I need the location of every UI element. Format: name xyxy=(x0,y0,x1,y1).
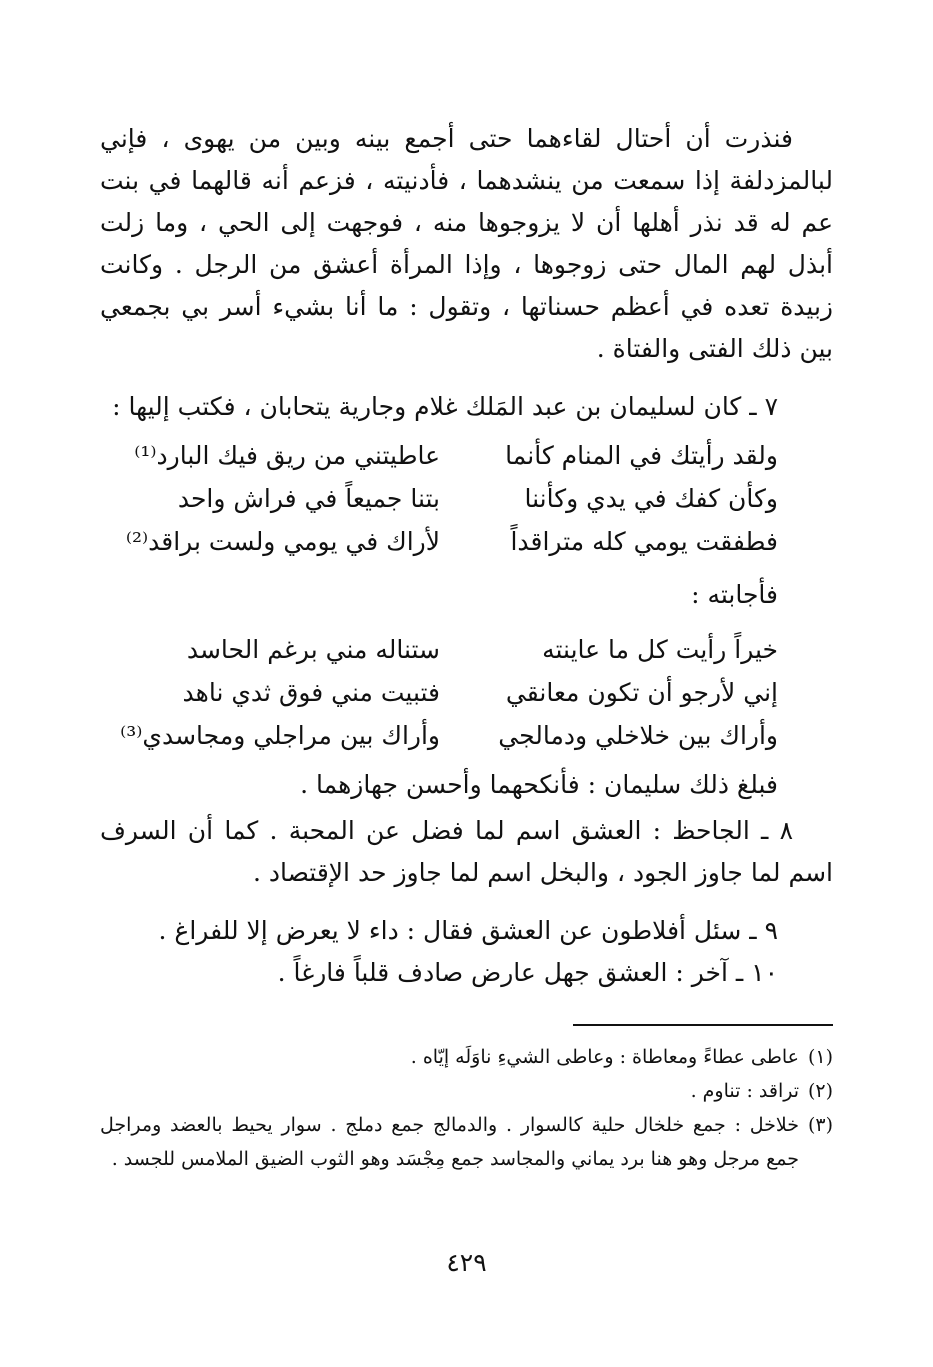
paragraph-intro: فنذرت أن أحتال لقاءهما حتى أجمع بينه وبين من يهوى ، فإني لبالمزدلفة إذا سمعت من ينشدهما ، فأدنيته ، فزعم أنه قالهما في بنت عم له قد نذر أهلها أن لا يزوجوها منه ، فوجهت إلى الحي ، وما زلت أبذل لهم المال حتى زوجوها ، وإذا المرأة أعشق من الرجل . وكانت زبيدة تعده في أعظم حسناتها ، وتقول : ما أنا بشيء أسر بي بجمعي بين ذلك الفتى والفتاة . xyxy=(100,124,833,363)
footnote xyxy=(100,1074,833,1108)
poem-letter xyxy=(125,434,778,563)
verse-first-hemistich: وكأن كفك في يدي وكأننا xyxy=(524,484,778,513)
footnote xyxy=(100,1040,833,1074)
footnote-text: خلاخل : جمع خلخال حلية كالسوار . والدمالج جمع دملج . سوار يحيط بالعضد ومراجل جمع مرجل وهو هنا برد يماني والمجاسد جمع مِجْسَد وهو الثوب الضيق الملامس للجسد . xyxy=(100,1114,799,1170)
verse-line xyxy=(125,520,778,563)
item-9-line: ٩ ـ سئل أفلاطون عن العشق فقال : داء لا يعرض إلا للفراغ . xyxy=(158,916,778,945)
verse-second-hemistich: بتنا جميعاً في فراش واحد xyxy=(177,484,440,513)
verse-first-hemistich: ولقد رأيتك في المنام كأنما xyxy=(505,441,778,470)
reply-heading: فأجابته : xyxy=(691,580,778,609)
footnote-text: عاطى عطاءً ومعاطاة : وعاطى الشيءِ ناوَلَه إيّاه . xyxy=(410,1046,799,1068)
verse-second-hemistich: عاطيتني من ريق فيك البارد⁽¹⁾ xyxy=(134,441,440,470)
verse-line xyxy=(120,714,778,757)
verse-line xyxy=(140,628,778,671)
footnote-number: (٣) xyxy=(807,1114,833,1136)
outcome-line: فبلغ ذلك سليمان : فأنكحهما وأحسن جهازهما . xyxy=(300,770,778,799)
footnote-separator xyxy=(573,1024,833,1026)
item-8-paragraph: ٨ ـ الجاحظ : العشق اسم لما فضل عن المحبة . كما أن السرف اسم لما جاوز الجود ، والبخل اسم لما جاوز حد الإقتصاد . xyxy=(100,816,833,887)
footnote xyxy=(100,1108,833,1176)
verse-line xyxy=(134,434,778,477)
verse-second-hemistich: وأراك بين مراجلي ومجاسدي⁽³⁾ xyxy=(120,721,440,750)
verse-first-hemistich: خيراً رأيت كل ما عاينته xyxy=(542,635,778,664)
verse-line xyxy=(140,671,778,714)
footnote-text: تراقد : تناوم . xyxy=(690,1080,799,1102)
verse-second-hemistich: فتبيت مني فوق ثدي ناهد xyxy=(182,678,440,707)
verse-line xyxy=(140,477,778,520)
footnote-number: (١) xyxy=(807,1046,833,1068)
footnote-number: (٢) xyxy=(807,1080,833,1102)
verse-second-hemistich: ستناله مني برغم الحاسد xyxy=(186,635,440,664)
item-7-heading: ٧ ـ كان لسليمان بن عبد المَلك غلام وجارية يتحابان ، فكتب إليها : xyxy=(112,392,778,421)
footnotes xyxy=(100,1040,833,1176)
verse-second-hemistich: لأراك في يومي ولست براقد⁽²⁾ xyxy=(125,527,440,556)
item-10-line: ١٠ ـ آخر : العشق جهل عارض صادف قلباً فارغاً . xyxy=(277,958,778,987)
poem-reply xyxy=(120,628,778,757)
verse-first-hemistich: وأراك بين خلاخلي ودمالجي xyxy=(498,721,778,750)
verse-first-hemistich: فطفقت يومي كله متراقداً xyxy=(510,527,778,556)
verse-first-hemistich: إني لأرجو أن تكون معانقي xyxy=(505,678,778,707)
page-number: ٤٢٩ xyxy=(446,1248,487,1277)
